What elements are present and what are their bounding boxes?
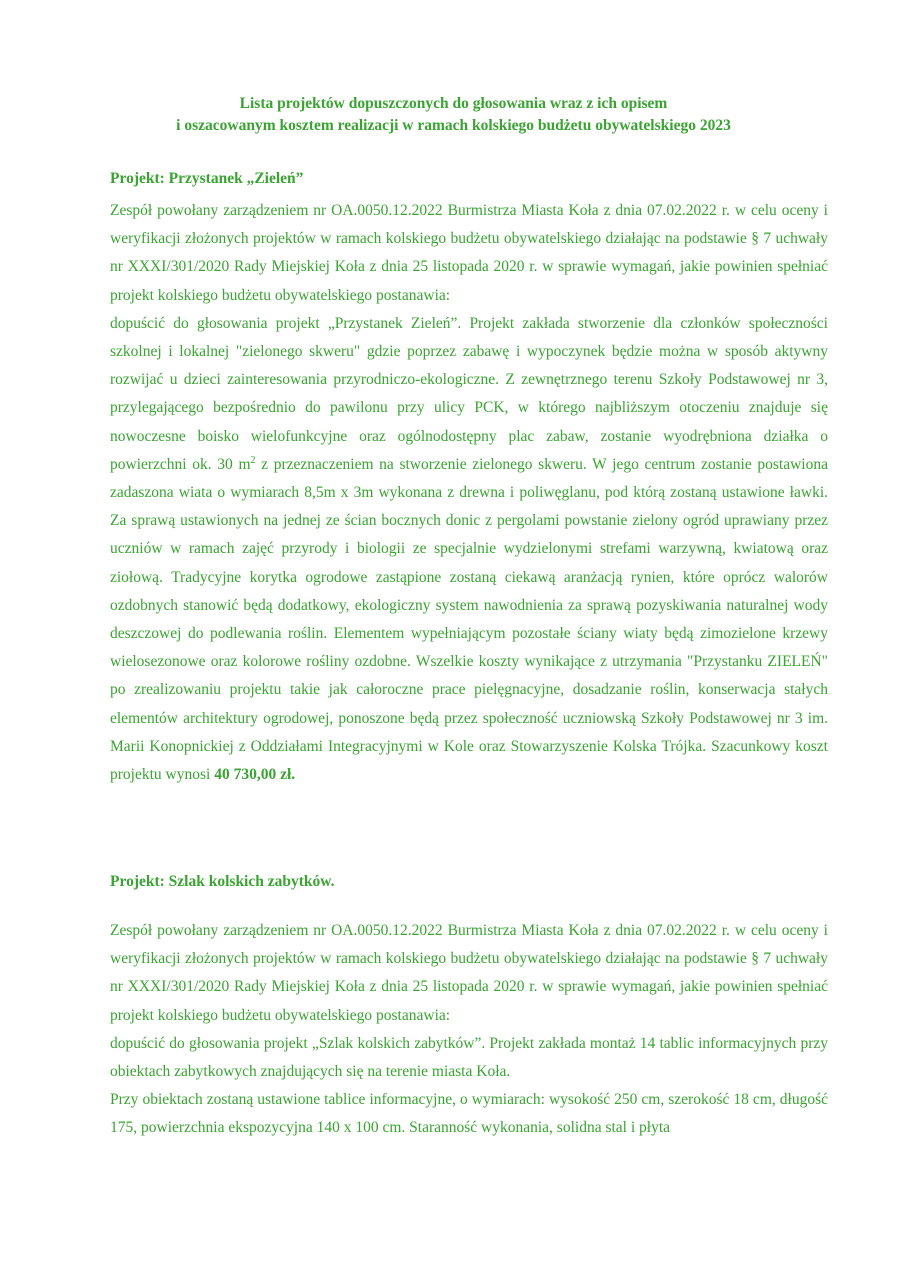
project-2-description: dopuścić do głosowania projekt „Szlak kolskich zabytków”. Projekt zakłada montaż 14 tablic informacyjnych przy obiektach zabytkowych znajdujących się na terenie miasta Koła.	[110, 1034, 828, 1081]
project-2-description-2: Przy obiektach zostaną ustawione tablice informacyjne, o wymiarach: wysokość 250 cm, szerokość 18 cm, długość 175, powierzchnia ekspozycyjna 140 x 100 cm. Staranność wykonania, solidna stal i płyta	[110, 1091, 828, 1137]
project-1-intro: Zespół powołany zarządzeniem nr OA.0050.12.2022 Burmistrza Miasta Koła z dnia 07.02.2022 r. w celu oceny i weryfikacji złożonych projektów w ramach kolskiego budżetu obywatelskiego działając na podstawie § 7 uchwały nr XXXI/301/2020 Rady Miejskiej Koła z dnia 25 listopada 2020 r. w sprawie wymagań, jakie powinien spełniać projekt kolskiego budżetu obywatelskiego postanawia:	[110, 202, 828, 304]
project-1-heading: Projekt: Przystanek „Zieleń”	[110, 170, 304, 187]
project-1-description-a: dopuścić do głosowania projekt „Przystanek Zieleń”. Projekt zakłada stworzenie dla członków społeczności szkolnej i lokalnej "zielonego skweru" gdzie poprzez zabawę i wypoczynek będzie można w sposób aktywny rozwijać u dzieci zainteresowania przyrodniczo-ekologiczne. Z zewnętrznego terenu Szkoły Podstawowej nr 3, przylegającego bezpośrednio do pawilonu przy ulicy PCK, w którego najbliższym otoczeniu znajduje się nowoczesne boisko wielofunkcyjne oraz ogólnodostępny plac zabaw, zostanie wyodrębniona działka o powierzchni ok. 30 m	[110, 314, 828, 473]
area-unit-superscript: 2	[250, 454, 256, 466]
project-2-body	[110, 917, 828, 1143]
title-line-1: Lista projektów dopuszczonych do głosowania wraz z ich opisem	[239, 95, 668, 112]
project-1-description	[110, 310, 828, 789]
document-title	[100, 93, 807, 137]
project-2-intro: Zespół powołany zarządzeniem nr OA.0050.12.2022 Burmistrza Miasta Koła z dnia 07.02.2022 r. w celu oceny i weryfikacji złożonych projektów w ramach kolskiego budżetu obywatelskiego działając na podstawie § 7 uchwały nr XXXI/301/2020 Rady Miejskiej Koła z dnia 25 listopada 2020 r. w sprawie wymagań, jakie powinien spełniać projekt kolskiego budżetu obywatelskiego postanawia:	[110, 922, 828, 1024]
title-line-2: i oszacowanym kosztem realizacji w ramach kolskiego budżetu obywatelskiego 2023	[176, 117, 731, 134]
project-1-cost: 40 730,00 zł.	[214, 766, 296, 784]
project-1-description-b: z przeznaczeniem na stworzenie zielonego skweru. W jego centrum zostanie postawiona zadaszona wiata o wymiarach 8,5m x 3m wykonana z drewna i poliwęglanu, pod którą zostaną ustawione ławki. Za sprawą ustawionych na jednej ze ścian bocznych donic z pergolami powstanie zielony ogród uprawiany przez uczniów w ramach zajęć przyrody i biologii ze specjalnie wydzielonymi strefami warzywną, kwiatową oraz ziołową. Tradycyjne korytka ogrodowe zastąpione zostaną ciekawą aranżacją rynien, które oprócz walorów ozdobnych stanowić będą dodatkowy, ekologiczny system nawodnienia za sprawą pozyskiwania naturalnej wody deszczowej do podlewania roślin. Elementem wypełniającym pozostałe ściany wiaty będą zimozielone krzewy wielosezonowe oraz kolorowe rośliny ozdobne. Wszelkie koszty wynikające z utrzymania "Przystanku ZIELEŃ" po zrealizowaniu projektu takie jak całoroczne prace pielęgnacyjne, dosadzanie roślin, konserwacja stałych elementów architektury ogrodowej, ponoszone będą przez społeczność uczniowską Szkoły Podstawowej nr 3 im. Marii Konopnickiej z Oddziałami Integracyjnymi w Kole oraz Stowarzyszenie Kolska Trójka. Szacunkowy koszt projektu wynosi	[110, 455, 828, 784]
project-2-heading: Projekt: Szlak kolskich zabytków.	[110, 873, 335, 890]
project-1-body	[110, 197, 828, 789]
